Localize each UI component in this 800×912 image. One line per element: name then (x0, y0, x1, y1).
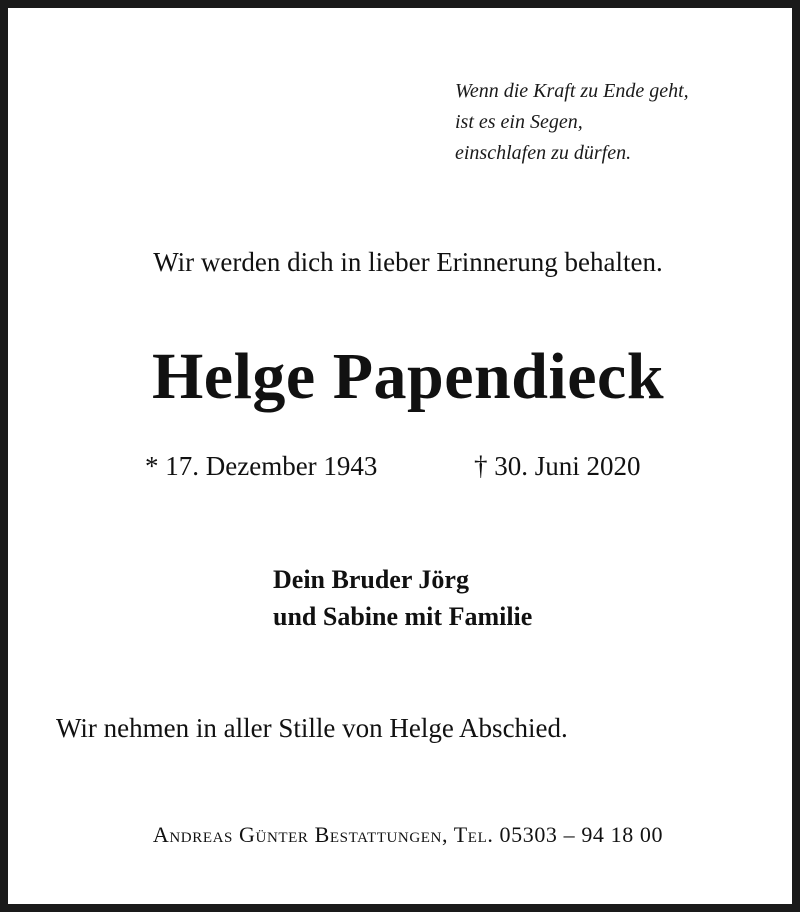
signers-block (273, 561, 532, 635)
death-date: † 30. Juni 2020 (474, 451, 641, 481)
funeral-home-line: Andreas Günter Bestattungen, Tel. 05303 – 94 18 00 (152, 822, 664, 847)
deceased-name: Helge Papendieck (151, 340, 665, 413)
quote-block (455, 76, 689, 169)
memory-line: Wir werden dich in lieber Erinnerung behalten. (153, 247, 663, 277)
quote-line: einschlafen zu dürfen. (455, 142, 632, 164)
quote-line: ist es ein Segen, (455, 111, 583, 133)
signer-line: und Sabine mit Familie (273, 602, 533, 631)
quote-line: Wenn die Kraft zu Ende geht, (455, 80, 689, 102)
signer-line: Dein Bruder Jörg (273, 565, 469, 594)
farewell-line: Wir nehmen in aller Stille von Helge Abschied. (56, 713, 568, 743)
birth-date: * 17. Dezember 1943 (145, 451, 378, 481)
